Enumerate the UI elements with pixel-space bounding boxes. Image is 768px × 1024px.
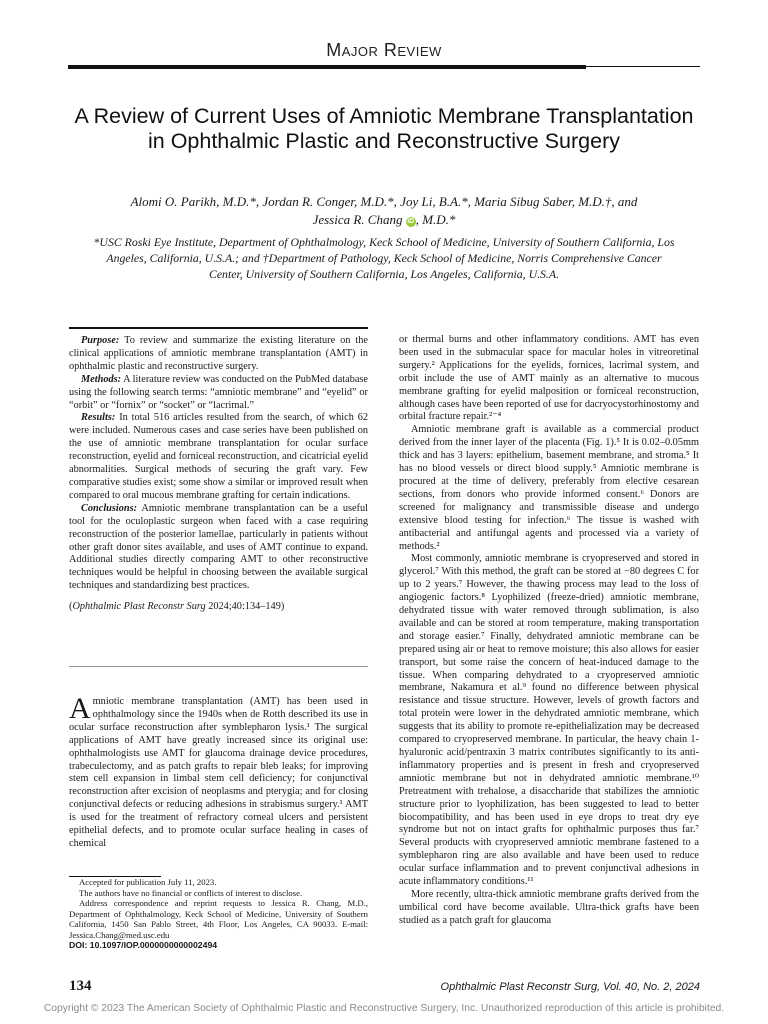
methods-text: A literature review was conducted on the PubMed database using the following search terms: “amniotic membrane” and “eyelid” or “orbit” or “fornix” or “socket” or “lacrimal.”: [69, 373, 368, 411]
purpose-label: Purpose:: [81, 335, 120, 346]
abstract-rule: [69, 327, 368, 329]
doi[interactable]: DOI: 10.1097/IOP.0000000000002494: [69, 940, 218, 950]
section-label: Major Review: [326, 40, 442, 60]
conclusions-label: Conclusions:: [81, 502, 138, 514]
body-paragraph-r2: Amniotic membrane graft is available as a commercial product derived from the inner layer of the placenta (Fig. 1).⁵ It is 0.02–0.05mm thick and has 3 layers: epithelium, basement membrane, and stroma.⁵ It has no blood vessels or direct blood supply.⁵ Amniotic membrane is procured at the time of delivery, preferably from elective cesarean sections, from donors who provide informed consent.⁶ Donors are screened for malignancy and transmissible disease and undergo extensive blood testing for infection.⁶ The tissue is washed with antibacterial and antifungal agents and processed via a variety of methods.²: [399, 424, 699, 552]
citation-rest: 2024;40:134–149): [205, 601, 285, 613]
methods-label: Methods:: [81, 373, 122, 385]
page-number: 134: [69, 978, 92, 994]
abstract-methods: [69, 374, 368, 413]
body-paragraph-1: [69, 692, 368, 851]
footnotes: [69, 877, 368, 951]
author-line-2: [90, 211, 678, 229]
author-name-chang: Jessica R. Chang: [312, 212, 403, 227]
results-label: Results:: [81, 412, 116, 424]
footnote-accepted: Accepted for publication July 11, 2023.: [79, 877, 217, 887]
header-rule-thick: [68, 65, 586, 69]
author-list: [90, 193, 678, 229]
affiliations: *USC Roski Eye Institute, Department of Ophthalmology, Keck School of Medicine, University of Southern California, Los Angeles, California, U.S.A.; and †Department of Pathology, Keck School of Medicine, Norris Comprehensive Cancer Center, University of Southern California, Los Angeles, California, U.S.A.: [93, 235, 675, 281]
abstract-purpose: [69, 335, 368, 374]
abstract-citation: [69, 601, 368, 614]
conclusions-text: Amniotic membrane transplantation can be a useful tool for the oculoplastic surgeon when faced with a case requiring reconstruction of the posterior lamellae, particularly in patients without other graft donor sites available, and uses of AMT continue to expand. Additional studies directly comparing AMT to other reconstructive techniques would be helpful in choosing between the available surgical techniques and standardizing best practices.: [69, 502, 368, 592]
footnote-conflicts: The authors have no financial or conflicts of interest to disclose.: [79, 887, 303, 898]
author-credential: , M.D.*: [415, 212, 456, 227]
footnote-address: Address correspondence and reprint requests to Jessica R. Chang, M.D., Department of Ophthalmology, Keck School of Medicine, University of Southern California, 1450 San Pablo Street, 4th Floor, Los Angeles, CA 90033. E-mail: Jessica.Chang@med.usc.edu: [69, 898, 368, 940]
header-rule-thin: [586, 66, 700, 67]
citation-journal: Ophthalmic Plast Reconstr Surg: [72, 601, 206, 613]
citation-prefix: (: [69, 601, 73, 613]
journal-footer: Ophthalmic Plast Reconstr Surg, Vol. 40, No. 2, 2024: [440, 981, 700, 993]
article-title: A Review of Current Uses of Amniotic Membrane Transplantation in Ophthalmic Plastic and Reconstructive Surgery: [74, 104, 694, 153]
results-text: In total 516 articles resulted from the search, of which 62 were included. Numerous cases and case series have been published on the use of amniotic membrane transplantation for ocular surface reconstruction, eyelid and forniceal reconstruction, and cicatricial eyelid abnormalities. Surgical methods of securing the graft vary. Few comparative studies exist; some show a similar or improved result when compared to oral mucous membrane grafting for certain indications.: [69, 412, 368, 501]
purpose-text: To review and summarize the existing literature on the clinical applications of amniotic membrane transplantation (AMT) in ophthalmic plastic and reconstructive surgery.: [69, 335, 368, 372]
body-column-left: [69, 692, 368, 851]
drop-cap: A: [69, 692, 91, 725]
abstract: [69, 335, 368, 614]
abstract-results: [69, 412, 368, 502]
abstract-conclusions: [69, 503, 368, 593]
copyright-notice: Copyright © 2023 The American Society of Ophthalmic Plastic and Reconstructive Surgery, Inc. Unauthorized reproduction of this article is prohibited.: [43, 1003, 725, 1014]
author-line-1: Alomi O. Parikh, M.D.*, Jordan R. Conger, M.D.*, Joy Li, B.A.*, Maria Sibug Saber, M.D.†, and: [130, 194, 638, 209]
body-paragraph-r3: Most commonly, amniotic membrane is cryopreserved and stored in glycerol.⁷ With this method, the graft can be stored at −80 degrees C for up to 2 years.⁷ However, the thawing process may lead to the loss of angiogenic factors.⁸ Lyophilized (freeze-dried) amniotic membrane, dehydrated tissue with water removed through sublimation, is also available and can be stored at room temperature, making transportation and storage easier.⁷ Finally, dehydrated amniotic membrane can be prepared using air or heat to remove moisture; this also allows for easier transport, but some raise the concern of heat-induced damage to the tissue. When comparing dehydrated to a cryopreserved amniotic membrane, Nakamura et al.⁹ found no difference between physical resistance and tissue structure. However, levels of growth factors and total protein were lower in the dehydrated amniotic membrane, which suggests that its ability to promote re-epithelialization may be decreased compared to cryopreserved membrane. In particular, the heavy chain 1-hyaluronic acid/pentraxin 3 matrix contributes significantly to its anti-inflammatory properties and is present in fresh and cryopreserved amniotic membrane but not in dehydrated amniotic membrane.¹⁰ Pretreatment with trehalose, a disaccharide that stabilizes the amniotic structure prior to lyophilization, has been suggested to lead to better biocompatibility, and has been used in eye drops to treat dry eye syndrome but not on intact grafts for ophthalmic purposes thus far.⁷ Several products with cryopreserved amniotic membrane fastened to a symblepharon ring are also available and have been used to reduce ocular surface inflammation and to prevent conjunctival adhesions in acute inflammatory conditions.¹¹: [399, 553, 699, 888]
body-paragraph-1-text: mniotic membrane transplantation (AMT) has been used in ophthalmology since the 1940s when de Rotth described its use in ocular surface reconstruction after symblepharon lysis.¹ The surgical applications of AMT have greatly increased since its original use: ophthalmologists use AMT for glaucoma drainage device procedures, trabeculectomy, and as patch grafts to repair bleb leaks; for improving stem cell expansion in limbal stem cell deficiency; for conjunctival reconstruction after excision of neoplasms and pterygia; and for closing conjunctival defects or reducing adhesions in strabismus surgery.¹ AMT is used for the treatment of refractory corneal ulcers and persistent epithelial defects, and to promote ocular surface healing in cases of chemical: [69, 696, 368, 849]
body-paragraph-r4: More recently, ultra-thick amniotic membrane grafts derived from the umbilical cord have become available. Ultra-thick grafts have been studied as a patch graft for glaucoma: [399, 888, 699, 926]
body-paragraph-r1: or thermal burns and other inflammatory conditions. AMT has even been used in the submacular space for macular holes in vitreoretinal surgery.² Applications for the eyelids, fornices, lacrimal system, and orbit include the use of AMT mainly as an alternative to mucous membrane grafting for eyelid malposition or forniceal reconstruction, although cases have been reported of use for dacryocystorhinostomy and orbital fracture repair.²⁻⁴: [399, 334, 699, 423]
abstract-end-rule: [69, 666, 368, 667]
orcid-icon[interactable]: iD: [407, 218, 415, 225]
body-column-right: [399, 334, 699, 928]
